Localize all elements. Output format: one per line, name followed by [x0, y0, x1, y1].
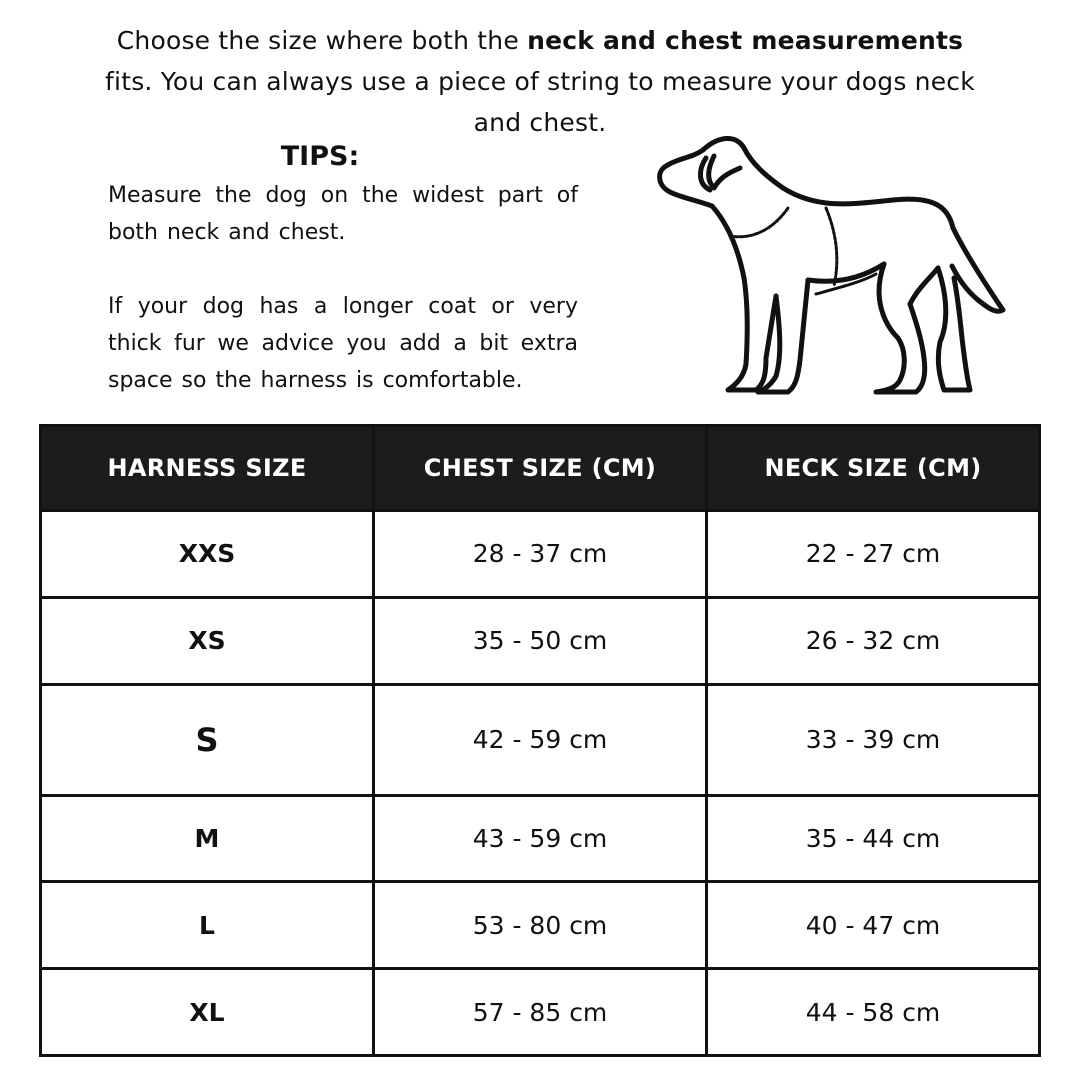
table-row	[41, 511, 1040, 598]
tips-title: TIPS:	[280, 141, 360, 172]
dog-with-harness-icon	[648, 128, 1010, 403]
intro-text-start: Choose the size where both the	[116, 26, 528, 55]
size-cell: S	[41, 684, 374, 795]
size-chart-table	[39, 424, 1041, 1057]
table-header-row	[41, 426, 1040, 511]
size-cell: XS	[41, 597, 374, 684]
chest-cell: 35 - 50 cm	[374, 597, 707, 684]
size-cell: L	[41, 882, 374, 969]
size-cell: XXS	[41, 511, 374, 598]
neck-cell: 22 - 27 cm	[707, 511, 1040, 598]
table-row	[41, 882, 1040, 969]
table-row	[41, 795, 1040, 882]
neck-cell: 44 - 58 cm	[707, 969, 1040, 1056]
size-cell: XL	[41, 969, 374, 1056]
intro-text	[100, 20, 980, 143]
chest-cell: 57 - 85 cm	[374, 969, 707, 1056]
intro-text-bold: neck and chest measurements	[527, 26, 964, 55]
tip-long-coat: If your dog has a longer coat or very thick fur we advice you add a bit extra space so the harness is comfortable.	[108, 294, 578, 393]
neck-cell: 26 - 32 cm	[707, 597, 1040, 684]
header-neck-size: NECK SIZE (CM)	[707, 426, 1040, 511]
header-harness-size: HARNESS SIZE	[41, 426, 374, 511]
header-chest-size: CHEST SIZE (CM)	[374, 426, 707, 511]
size-cell: M	[41, 795, 374, 882]
table-row	[41, 684, 1040, 795]
neck-cell: 33 - 39 cm	[707, 684, 1040, 795]
intro-text-end: fits. You can always use a piece of string to measure your dogs neck and chest.	[105, 67, 975, 137]
chest-cell: 43 - 59 cm	[374, 795, 707, 882]
chest-cell: 28 - 37 cm	[374, 511, 707, 598]
neck-cell: 35 - 44 cm	[707, 795, 1040, 882]
chest-cell: 42 - 59 cm	[374, 684, 707, 795]
table-row	[41, 969, 1040, 1056]
chest-cell: 53 - 80 cm	[374, 882, 707, 969]
tip-measure-widest: Measure the dog on the widest part of both neck and chest.	[108, 183, 578, 245]
neck-cell: 40 - 47 cm	[707, 882, 1040, 969]
table-row	[41, 597, 1040, 684]
